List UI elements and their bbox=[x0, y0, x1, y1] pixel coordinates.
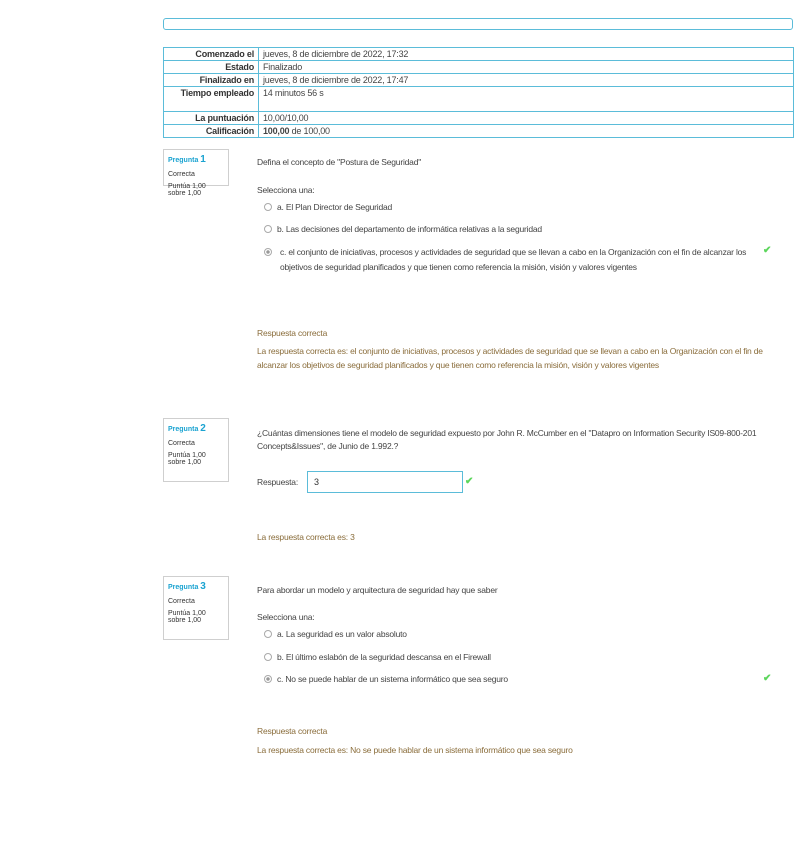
attempt-summary-table bbox=[163, 47, 794, 138]
grade-max: de 100,00 bbox=[289, 126, 330, 136]
option-label: b. El último eslabón de la seguridad descansa en el Firewall bbox=[277, 652, 491, 662]
option-label: a. La seguridad es un valor absoluto bbox=[277, 629, 407, 639]
question-number: 3 bbox=[200, 581, 206, 592]
summary-row bbox=[164, 74, 794, 87]
radio-icon[interactable] bbox=[264, 225, 272, 233]
answer-option-b[interactable] bbox=[264, 222, 764, 237]
option-label: a. El Plan Director de Seguridad bbox=[277, 202, 393, 212]
question-grade: Puntúa 1,00 sobre 1,00 bbox=[168, 183, 206, 197]
question-text: ¿Cuántas dimensiones tiene el modelo de seguridad expuesto por John R. McCumber en el "Datapro on Information Security IS09-800-201 Concepts&Issues", de Junio de 1.992.? bbox=[257, 428, 757, 451]
radio-icon[interactable] bbox=[264, 203, 272, 211]
question-state: Correcta bbox=[168, 598, 195, 605]
question-info-1 bbox=[163, 149, 229, 197]
answer-option-c[interactable] bbox=[264, 245, 758, 275]
summary-row bbox=[164, 125, 794, 138]
summary-label: Estado bbox=[164, 61, 259, 74]
question-text: Defina el concepto de "Postura de Seguridad" bbox=[257, 157, 422, 167]
answer-input[interactable]: 3 bbox=[307, 471, 463, 493]
answer-option-a[interactable] bbox=[264, 627, 407, 642]
question-prefix: Pregunta bbox=[168, 426, 199, 433]
select-one-label: Selecciona una: bbox=[257, 612, 315, 622]
summary-label: Finalizado en bbox=[164, 74, 259, 87]
summary-value: jueves, 8 de diciembre de 2022, 17:32 bbox=[259, 48, 794, 61]
summary-label: Calificación bbox=[164, 125, 259, 138]
question-number: 2 bbox=[200, 423, 206, 434]
top-navigation-bar bbox=[163, 18, 793, 30]
option-label: c. el conjunto de iniciativas, procesos y actividades de seguridad que se llevan a cabo en la Organización con el fin de alcanzar los objetivos de seguridad planificados y que tienen como referencia la misión, visión y valores vigentes bbox=[280, 247, 747, 272]
question-text: Para abordar un modelo y arquitectura de seguridad hay que saber bbox=[257, 585, 498, 595]
select-one-label: Selecciona una: bbox=[257, 185, 315, 195]
summary-label: Comenzado el bbox=[164, 48, 259, 61]
summary-row bbox=[164, 112, 794, 125]
answer-option-b[interactable] bbox=[264, 650, 491, 665]
question-prefix: Pregunta bbox=[168, 584, 199, 591]
check-icon: ✔ bbox=[465, 476, 474, 487]
question-number: 1 bbox=[200, 154, 206, 165]
answer-option-a[interactable] bbox=[264, 200, 764, 215]
feedback-title: Respuesta correcta bbox=[257, 328, 328, 338]
correct-answer-feedback: La respuesta correcta es: el conjunto de iniciativas, procesos y actividades de seguridad que se llevan a cabo en la Organización con el fin de alcanzar los objetivos de seguridad planificados y que tienen como referencia la misión, visión y valores vigentes bbox=[257, 346, 763, 370]
radio-icon[interactable] bbox=[264, 653, 272, 661]
radio-icon[interactable] bbox=[264, 675, 272, 683]
grade-value: 100,00 bbox=[263, 126, 290, 136]
option-label: b. Las decisiones del departamento de informática relativas a la seguridad bbox=[277, 224, 542, 234]
summary-label: Tiempo empleado bbox=[164, 87, 259, 112]
check-icon: ✔ bbox=[763, 245, 772, 256]
summary-value: 10,00/10,00 bbox=[259, 112, 794, 125]
question-state: Correcta bbox=[168, 440, 195, 447]
correct-answer-feedback: La respuesta correcta es: No se puede hablar de un sistema informático que sea seguro bbox=[257, 745, 573, 755]
summary-value bbox=[259, 125, 794, 138]
summary-value: jueves, 8 de diciembre de 2022, 17:47 bbox=[259, 74, 794, 87]
question-info-2 bbox=[163, 418, 229, 482]
radio-icon[interactable] bbox=[264, 248, 272, 256]
question-grade: Puntúa 1,00 sobre 1,00 bbox=[168, 452, 206, 466]
summary-value: Finalizado bbox=[259, 61, 794, 74]
check-icon: ✔ bbox=[763, 673, 772, 684]
question-prefix: Pregunta bbox=[168, 157, 199, 164]
summary-value: 14 minutos 56 s bbox=[259, 87, 794, 112]
summary-row bbox=[164, 61, 794, 74]
question-grade: Puntúa 1,00 sobre 1,00 bbox=[168, 610, 206, 624]
question-state: Correcta bbox=[168, 171, 195, 178]
summary-label: La puntuación bbox=[164, 112, 259, 125]
feedback-title: Respuesta correcta bbox=[257, 726, 328, 736]
option-label: c. No se puede hablar de un sistema informático que sea seguro bbox=[277, 674, 508, 684]
radio-icon[interactable] bbox=[264, 630, 272, 638]
answer-option-c[interactable] bbox=[264, 672, 508, 687]
correct-answer-feedback: La respuesta correcta es: 3 bbox=[257, 532, 355, 542]
summary-row bbox=[164, 48, 794, 61]
summary-row bbox=[164, 87, 794, 112]
answer-label: Respuesta: bbox=[257, 477, 298, 487]
question-info-3 bbox=[163, 576, 229, 640]
